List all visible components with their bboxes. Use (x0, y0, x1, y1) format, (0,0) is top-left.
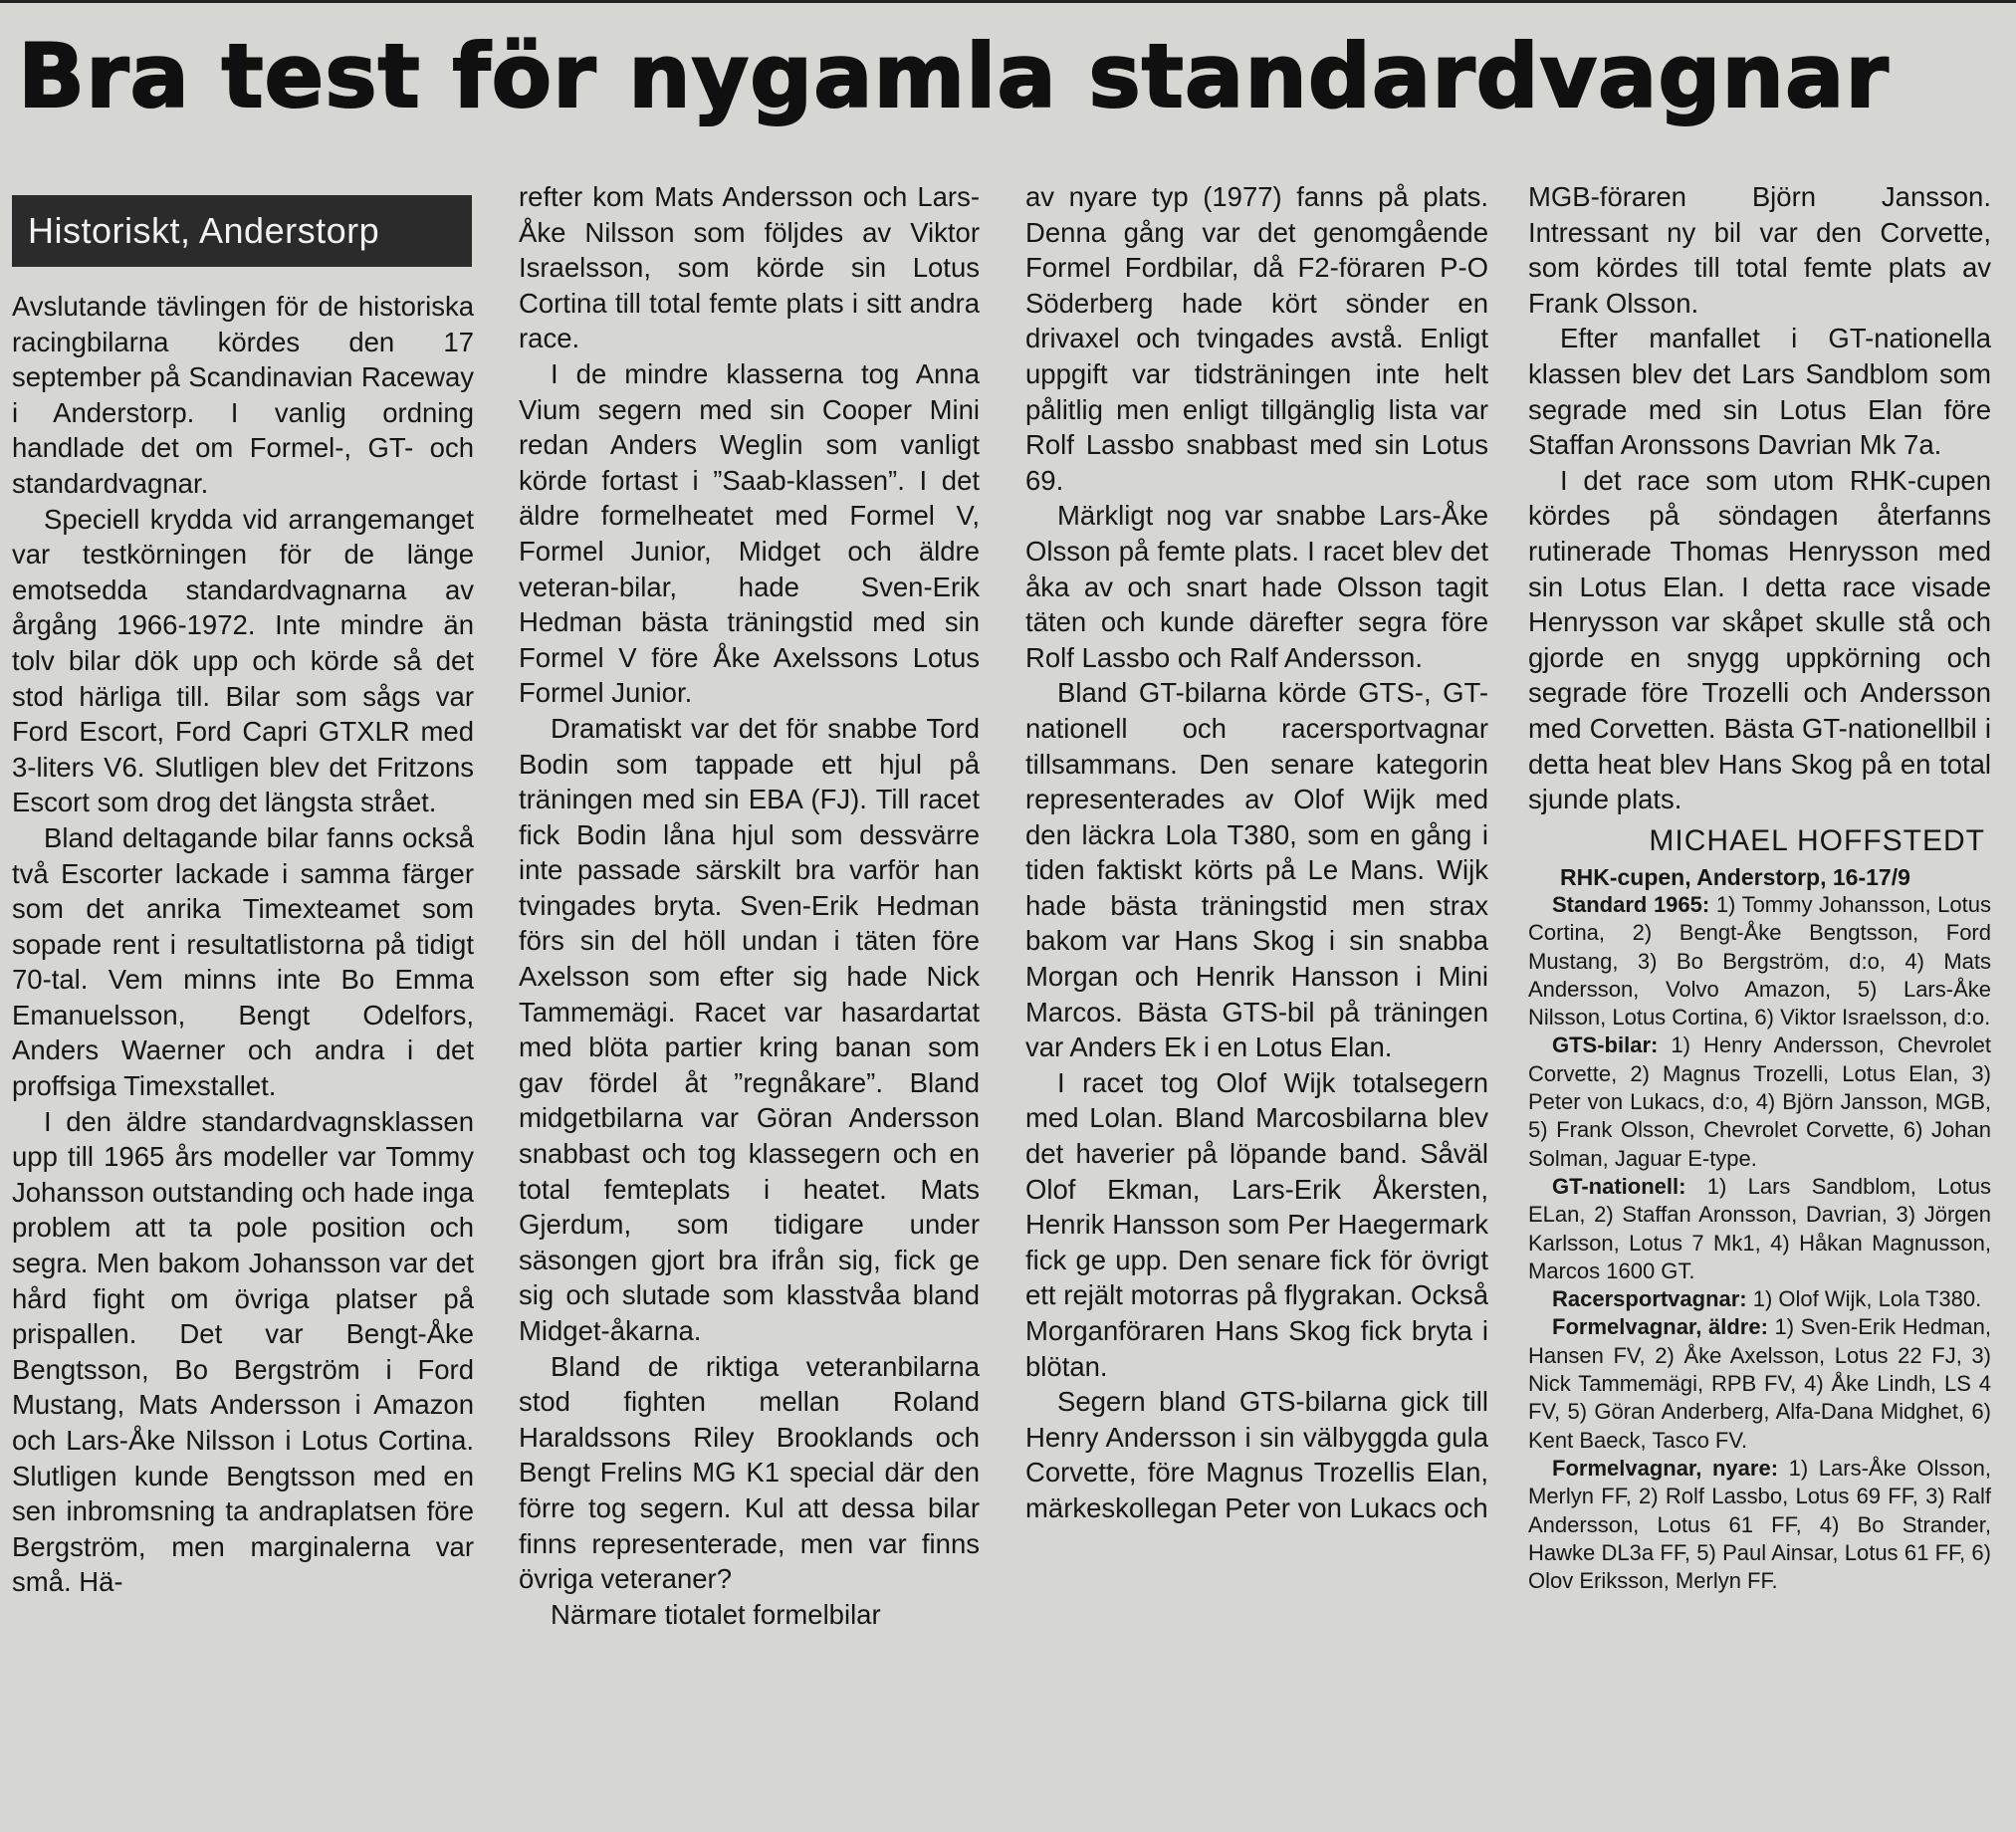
paragraph: av nyare typ (1977) fanns på plats. Denna gång var det genomgående Formel Fordbilar, då F2-föraren P-O Söderberg hade kört sönder en drivaxel och tvingades avstå. Enligt uppgift var tidsträningen inte helt pålitlig men enligt tillgänglig lista var Rolf Lassbo snabbast med sin Lotus 69. (1025, 181, 1488, 496)
section-kicker: Historiskt, Anderstorp (12, 195, 472, 267)
result-entry (1528, 1455, 1991, 1595)
paragraph: I den äldre standardvagnsklassen upp till 1965 års modeller var Tommy Johansson outstanding och hade inga problem att ta pole position och segra. Men bakom Johansson var det hård fight om övriga platser på prispallen. Det var Bengt-Åke Bengtsson, Bo Bergström i Ford Mustang, Mats Andersson i Amazon och Lars-Åke Nilsson i Lotus Cortina. Slutligen kunde Bengtsson med en sen inbromsning ta andraplatsen före Bergström, men marginalerna var små. Hä- (12, 1105, 474, 1598)
result-class-label: Formelvagnar, äldre: (1552, 1314, 1768, 1340)
paragraph: Bland de riktiga veteranbilarna stod fighten mellan Roland Haraldssons Riley Brooklands och Bengt Frelins MG K1 special där den förre tog segern. Kul att dessa bilar finns representerade, men var finns övriga veteraner? (519, 1350, 980, 1595)
result-class-text: 1) Lars Sandblom, Lotus ELan, 2) Staffan Aronsson, Davrian, 3) Jörgen Karlsson, Lotus 7 Mk1, 4) Håkan Magnusson, Marcos 1600 GT. (1528, 1173, 1991, 1283)
headline: Bra test för nygamla standardvagnar (18, 25, 1890, 127)
paragraph: Bland deltagande bilar fanns också två Escorter lackade i samma färger som det anrika Timexteamet som sopade rent i resultatlistorna på tidigt 70-tal. Vem minns inte Bo Emma Emanuelsson, Bengt Odelfors, Anders Waerner och andra i det proffsiga Timexstallet. (12, 821, 474, 1102)
result-class-text: 1) Lars-Åke Olsson, Merlyn FF, 2) Rolf Lassbo, Lotus 69 FF, 3) Ralf Andersson, Lotus 61 FF, 4) Bo Strander, Hawke DL3a FF, 5) Paul Ainsar, Lotus 61 FF, 6) Olov Eriksson, Merlyn FF. (1528, 1455, 1991, 1594)
top-rule (0, 0, 2016, 3)
article-column-2 (519, 179, 980, 1822)
result-class-label: GTS-bilar: (1552, 1032, 1659, 1058)
result-class-text: 1) Tommy Johansson, Lotus Cortina, 2) Bengt-Åke Bengtsson, Ford Mustang, 3) Bo Bergström, d:o, 4) Mats Andersson, Volvo Amazon, 5) Lars-Åke Nilsson, Lotus Cortina, 6) Viktor Israelsson, d:o. (1528, 891, 1991, 1030)
paragraph: Märkligt nog var snabbe Lars-Åke Olsson på femte plats. I racet blev det åka av och snart hade Olsson tagit täten och kunde därefter segra före Rolf Lassbo och Ralf Andersson. (1025, 500, 1488, 673)
result-entry (1528, 1285, 1991, 1313)
article-column-1 (12, 289, 474, 1832)
article-column-4 (1528, 179, 1991, 1822)
paragraph: I det race som utom RHK-cupen kördes på söndagen återfanns rutinerade Thomas Henrysson med sin Lotus Elan. I detta race visade Henrysson var skåpet skulle stå och gjorde en snygg uppkörning och segrade före Trozelli och Andersson med Corvetten. Bästa GT-nationellbil i detta heat blev Hans Skog på en total sjunde plats. (1528, 464, 1991, 815)
result-entry (1528, 1313, 1991, 1454)
result-class-label: Racersportvagnar: (1552, 1286, 1747, 1312)
results-title: RHK-cupen, Anderstorp, 16-17/9 (1560, 863, 1910, 890)
paragraph: refter kom Mats Andersson och Lars-Åke Nilsson som följdes av Viktor Israelsson, som körde sin Lotus Cortina till total femte plats i sitt andra race. (519, 181, 980, 354)
result-entry (1528, 1173, 1991, 1285)
results-box (1528, 863, 1991, 1596)
result-class-label: Formelvagnar, nyare: (1552, 1455, 1779, 1481)
result-class-label: GT-nationell: (1552, 1173, 1686, 1199)
result-entry (1528, 891, 1991, 1031)
paragraph: Efter manfallet i GT-nationella klassen blev det Lars Sandblom som segrade med sin Lotus Elan före Staffan Aronssons Davrian Mk 7a. (1528, 323, 1991, 461)
paragraph: Dramatiskt var det för snabbe Tord Bodin som tappade ett hjul på träningen med sin EBA (FJ). Till racet fick Bodin låna hjul som dessvärre inte passade särskilt bra varför han tvingades bryta. Sven-Erik Hedman förs sin del höll undan i täten före Axelsson som efter sig hade Nick Tammemägi. Racet var hasardartat med blöta partier kring banan som gav fördel åt ”regnåkare”. Bland midgetbilarna var Göran Andersson snabbast och tog klassegern och en total femteplats i heatet. Mats Gjerdum, som tidigare under säsongen gjort bra ifrån sig, fick ge sig och slutade som klasstvåa bland Midget-åkarna. (519, 712, 980, 1346)
paragraph: I racet tog Olof Wijk totalsegern med Lolan. Bland Marcosbilarna blev det haverier på löpande band. Såväl Olof Ekman, Lars-Erik Åkersten, Henrik Hansson som Per Haegermark fick ge upp. Den senare fick för övrigt ett rejält motorras på flygrakan. Också Morganföraren Hans Skog fick bryta i blötan. (1025, 1066, 1488, 1382)
result-class-text: 1) Sven-Erik Hedman, Hansen FV, 2) Åke Axelsson, Lotus 22 FJ, 3) Nick Tammemägi, RPB FV, 4) Åke Lindh, LS 4 FV, 5) Göran Anderberg, Alfa-Dana Midghet, 6) Kent Baeck, Tasco FV. (1528, 1314, 1991, 1453)
paragraph: Speciell krydda vid arrangemanget var testkörningen för de länge emotsedda standardvagnarna av årgång 1966-1972. Inte mindre än tolv bilar dök upp och körde så det stod härliga till. Bilar som sågs var Ford Escort, Ford Capri GTXLR med 3-liters V6. Slutligen blev det Fritzons Escort som drog det längsta strået. (12, 503, 474, 818)
byline: MICHAEL HOFFSTEDT (1649, 823, 1985, 857)
paragraph: Segern bland GTS-bilarna gick till Henry Andersson i sin välbyggda gula Corvette, före Magnus Trozellis Elan, märkeskollegan Peter von Lukacs och (1025, 1386, 1488, 1523)
result-class-text: 1) Henry Andersson, Chevrolet Corvette, 2) Magnus Trozelli, Lotus Elan, 3) Peter von Lukacs, d:o, 4) Björn Jansson, MGB, 5) Frank Olsson, Chevrolet Corvette, 6) Johan Solman, Jaguar E-type. (1528, 1032, 1991, 1171)
paragraph: Bland GT-bilarna körde GTS-, GT-nationell och racersportvagnar tillsammans. Den senare kategorin representerades av Olof Wijk med den läckra Lola T380, som en gång i tiden faktiskt körts på Le Mans. Wijk hade bästa träningstid men strax bakom var Hans Skog i sin snabba Morgan och Henrik Hansson i Mini Marcos. Bästa GTS-bil på träningen var Anders Ek i en Lotus Elan. (1025, 677, 1488, 1063)
result-class-text: 1) Olof Wijk, Lola T380. (1746, 1286, 1982, 1312)
paragraph: Närmare tiotalet formelbilar (551, 1598, 881, 1630)
result-entry (1528, 1031, 1991, 1172)
paragraph: I de mindre klasserna tog Anna Vium segern med sin Cooper Mini redan Anders Weglin som vanligt körde fortast i ”Saab-klassen”. I det äldre formelheatet med Formel V, Formel Junior, Midget och äldre veteran-bilar, hade Sven-Erik Hedman bästa träningstid med sin Formel V före Åke Axelssons Lotus Formel Junior. (519, 357, 980, 709)
article-column-3 (1025, 179, 1488, 1822)
result-class-label: Standard 1965: (1552, 891, 1710, 917)
paragraph: Avslutande tävlingen för de historiska racingbilarna kördes den 17 september på Scandinavian Raceway i Anderstorp. I vanlig ordning handlade det om Formel-, GT- och standardvagnar. (12, 291, 474, 499)
paragraph: MGB-föraren Björn Jansson. Intressant ny bil var den Corvette, som kördes till total femte plats av Frank Olsson. (1528, 181, 1991, 319)
